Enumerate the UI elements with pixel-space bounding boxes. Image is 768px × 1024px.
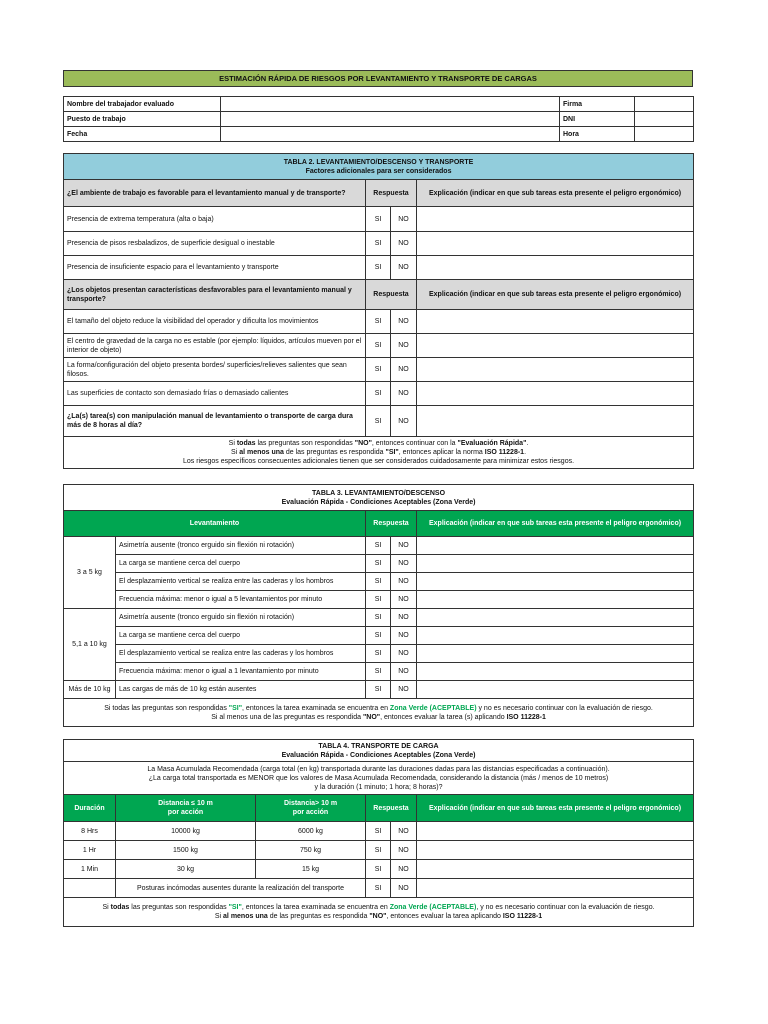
no-option[interactable]: NO [391,663,417,681]
explanation-field[interactable] [417,537,694,555]
distance-short-header: Distancia ≤ 10 m por acción [116,795,256,822]
table-2 [63,153,694,469]
no-option[interactable]: NO [391,573,417,591]
duracion-header: Duración [64,795,116,822]
si-option[interactable]: SI [366,555,391,573]
mass-long-cell: 6000 kg [256,822,366,841]
no-option[interactable]: NO [391,841,417,860]
posturas-item: Posturas incómodas ausentes durante la realización del transporte [116,879,366,898]
table-4 [63,739,694,927]
worker-name-label: Nombre del trabajador evaluado [64,97,221,112]
note-line: Si al menos una de las preguntas es respondida "SI", entonces aplicar la norma ISO 11228-1. [231,449,527,456]
worker-name-field[interactable] [221,97,560,112]
intro-line: La Masa Acumulada Recomendada (carga total (en kg) transportada durante las duraciones dadas para las distancias especificadas a continuación). [147,765,610,773]
signature-label: Firma [560,97,635,112]
question-item: Presencia de insuficiente espacio para el levantamiento y transporte [64,256,366,280]
explanation-field[interactable] [417,358,694,382]
condition-item: Asimetría ausente (tronco erguido sin flexión ni rotación) [116,537,366,555]
si-option[interactable]: SI [366,256,391,280]
signature-field[interactable] [635,97,694,112]
no-option[interactable]: NO [391,555,417,573]
no-option[interactable]: NO [391,232,417,256]
no-option[interactable]: NO [391,591,417,609]
table-2-header [64,154,694,180]
duration-cell: 8 Hrs [64,822,116,841]
no-option[interactable]: NO [391,645,417,663]
no-option[interactable]: NO [391,358,417,382]
explanation-field[interactable] [417,232,694,256]
respuesta-header: Respuesta [366,795,417,822]
explanation-field[interactable] [417,406,694,437]
note-line: Si todas las preguntas son respondidas "NO", entonces continuar con la "Evaluación Rápida". [228,440,529,447]
si-option[interactable]: SI [366,860,391,879]
document-title: ESTIMACIÓN RÁPIDA DE RIESGOS POR LEVANTAMIENTO Y TRANSPORTE DE CARGAS [63,70,693,87]
weight-group-label: Más de 10 kg [64,681,116,699]
explanation-field[interactable] [417,663,694,681]
condition-item: El desplazamiento vertical se realiza entre las caderas y los hombros [116,573,366,591]
hour-label: Hora [560,127,635,142]
explanation-field[interactable] [417,879,694,898]
si-option[interactable]: SI [366,382,391,406]
condition-item: La carga se mantiene cerca del cuerpo [116,627,366,645]
respuesta-header: Respuesta [366,511,417,537]
explanation-field[interactable] [417,573,694,591]
condition-item: Frecuencia máxima: menor o igual a 5 levantamientos por minuto [116,591,366,609]
question-item: El centro de gravedad de la carga no es estable (por ejemplo: líquidos, artículos mueven por el interior de objeto) [64,334,366,358]
mass-short-cell: 1500 kg [116,841,256,860]
si-option[interactable]: SI [366,609,391,627]
condition-item: Asimetría ausente (tronco erguido sin flexión ni rotación) [116,609,366,627]
si-option[interactable]: SI [366,537,391,555]
no-option[interactable]: NO [391,207,417,232]
explanation-field[interactable] [417,591,694,609]
no-option[interactable]: NO [391,627,417,645]
note-line: Si todas las preguntas son respondidas "SI", entonces la tarea examinada se encuentra en Zona Verde (ACEPTABLE), y no es necesario continuar con la evaluación de riesgo. [102,904,655,911]
intro-line: ¿La carga total transportada es MENOR que los valores de Masa Acumulada Recomendada, considerando la distancia (más / menos de 10 metros) [148,774,609,782]
note-line: Si todas las preguntas son respondidas "SI", entonces la tarea examinada se encuentra en Zona Verde (ACEPTABLE) y no es necesario continuar con la evaluación de riesgo. [104,704,653,712]
table-3-title: TABLA 3. LEVANTAMIENTO/DESCENSO [312,489,446,497]
explanation-field[interactable] [417,681,694,699]
si-option[interactable]: SI [366,681,391,699]
no-option[interactable]: NO [391,382,417,406]
question-item: La forma/configuración del objeto presenta bordes/ superficies/relieves salientes que sean filosos. [64,358,366,382]
table-2-subtitle: Factores adicionales para ser considerados [305,167,452,175]
table-3 [63,484,694,727]
table-4-subtitle: Evaluación Rápida - Condiciones Aceptables (Zona Verde) [281,751,476,759]
levantamiento-header: Levantamiento [64,511,366,537]
question-item: Presencia de pisos resbaladizos, de superficie desigual o inestable [64,232,366,256]
table-2-title: TABLA 2. LEVANTAMIENTO/DESCENSO Y TRANSPORTE [283,158,474,166]
date-label: Fecha [64,127,221,142]
duration-cell: 1 Min [64,860,116,879]
condition-item: Frecuencia máxima: menor o igual a 1 levantamiento por minuto [116,663,366,681]
no-option[interactable]: NO [391,879,417,898]
mass-short-cell: 30 kg [116,860,256,879]
explicacion-header: Explicación (indicar en que sub tareas esta presente el peligro ergonómico) [417,180,694,207]
duration-cell: 1 Hr [64,841,116,860]
intro-line: y la duración (1 minuto; 1 hora; 8 horas)? [314,783,443,791]
explanation-field[interactable] [417,860,694,879]
question-item: Presencia de extrema temperatura (alta o baja) [64,207,366,232]
table-4-title: TABLA 4. TRANSPORTE DE CARGA [318,742,439,750]
respuesta-header: Respuesta [366,280,417,310]
si-option[interactable]: SI [366,334,391,358]
question-2: ¿Los objetos presentan características desfavorables para el levantamiento manual y transporte? [64,280,366,310]
condition-item: Las cargas de más de 10 kg están ausentes [116,681,366,699]
condition-item: La carga se mantiene cerca del cuerpo [116,555,366,573]
no-option[interactable]: NO [391,860,417,879]
si-option[interactable]: SI [366,591,391,609]
table-4-intro [64,762,694,795]
si-option[interactable]: SI [366,573,391,591]
si-option[interactable]: SI [366,207,391,232]
explanation-field[interactable] [417,841,694,860]
explanation-field[interactable] [417,822,694,841]
no-option[interactable]: NO [391,822,417,841]
no-option[interactable]: NO [391,537,417,555]
si-option[interactable]: SI [366,627,391,645]
mass-short-cell: 10000 kg [116,822,256,841]
question-3: ¿La(s) tarea(s) con manipulación manual de levantamiento o transporte de carga dura más de 8 horas al día? [64,406,366,437]
condition-item: El desplazamiento vertical se realiza entre las caderas y los hombros [116,645,366,663]
date-field[interactable] [221,127,560,142]
explanation-field[interactable] [417,310,694,334]
explanation-field[interactable] [417,382,694,406]
si-option[interactable]: SI [366,358,391,382]
si-option[interactable]: SI [366,663,391,681]
no-option[interactable]: NO [391,681,417,699]
si-option[interactable]: SI [366,232,391,256]
si-option[interactable]: SI [366,841,391,860]
table-3-header [64,485,694,511]
explicacion-header: Explicación (indicar en que sub tareas esta presente el peligro ergonómico) [417,511,694,537]
explicacion-header: Explicación (indicar en que sub tareas esta presente el peligro ergonómico) [417,795,694,822]
weight-group-label: 3 a 5 kg [64,537,116,609]
explicacion-header: Explicación (indicar en que sub tareas esta presente el peligro ergonómico) [417,280,694,310]
blank-cell [64,879,116,898]
mass-long-cell: 750 kg [256,841,366,860]
question-1: ¿El ambiente de trabajo es favorable para el levantamiento manual y de transporte? [64,180,366,207]
dni-field[interactable] [635,112,694,127]
respuesta-header: Respuesta [366,180,417,207]
note-line: Los riesgos específicos consecuentes adicionales tienen que ser considerados cuidadosamente para minimizar estos riesgos. [182,458,575,465]
job-label: Puesto de trabajo [64,112,221,127]
note-line: Si al menos una de las preguntas es respondida "NO", entonces evaluar la tarea aplicando ISO 11228-1 [214,913,543,920]
si-option[interactable]: SI [366,822,391,841]
table-4-header [64,740,694,762]
no-option[interactable]: NO [391,310,417,334]
explanation-field[interactable] [417,256,694,280]
si-option[interactable]: SI [366,879,391,898]
mass-long-cell: 15 kg [256,860,366,879]
question-item: Las superficies de contacto son demasiado frías o demasiado calientes [64,382,366,406]
table-3-notes [64,699,694,727]
weight-group-label: 5,1 a 10 kg [64,609,116,681]
dni-label: DNI [560,112,635,127]
no-option[interactable]: NO [391,609,417,627]
explanation-field[interactable] [417,609,694,627]
explanation-field[interactable] [417,334,694,358]
no-option[interactable]: NO [391,406,417,437]
table-4-notes [64,898,694,927]
si-option[interactable]: SI [366,406,391,437]
explanation-field[interactable] [417,207,694,232]
note-line: Si al menos una de las preguntas es respondida "NO", entonces evaluar la tarea (s) aplicando ISO 11228-1 [211,713,546,721]
table-2-notes [64,437,694,469]
no-option[interactable]: NO [391,334,417,358]
distance-long-header: Distancia> 10 m por acción [256,795,366,822]
si-option[interactable]: SI [366,645,391,663]
worker-info-table [63,96,694,142]
job-field[interactable] [221,112,560,127]
table-3-subtitle: Evaluación Rápida - Condiciones Aceptables (Zona Verde) [281,498,476,506]
explanation-field[interactable] [417,627,694,645]
question-item: El tamaño del objeto reduce la visibilidad del operador y dificulta los movimientos [64,310,366,334]
explanation-field[interactable] [417,645,694,663]
si-option[interactable]: SI [366,310,391,334]
hour-field[interactable] [635,127,694,142]
explanation-field[interactable] [417,555,694,573]
no-option[interactable]: NO [391,256,417,280]
